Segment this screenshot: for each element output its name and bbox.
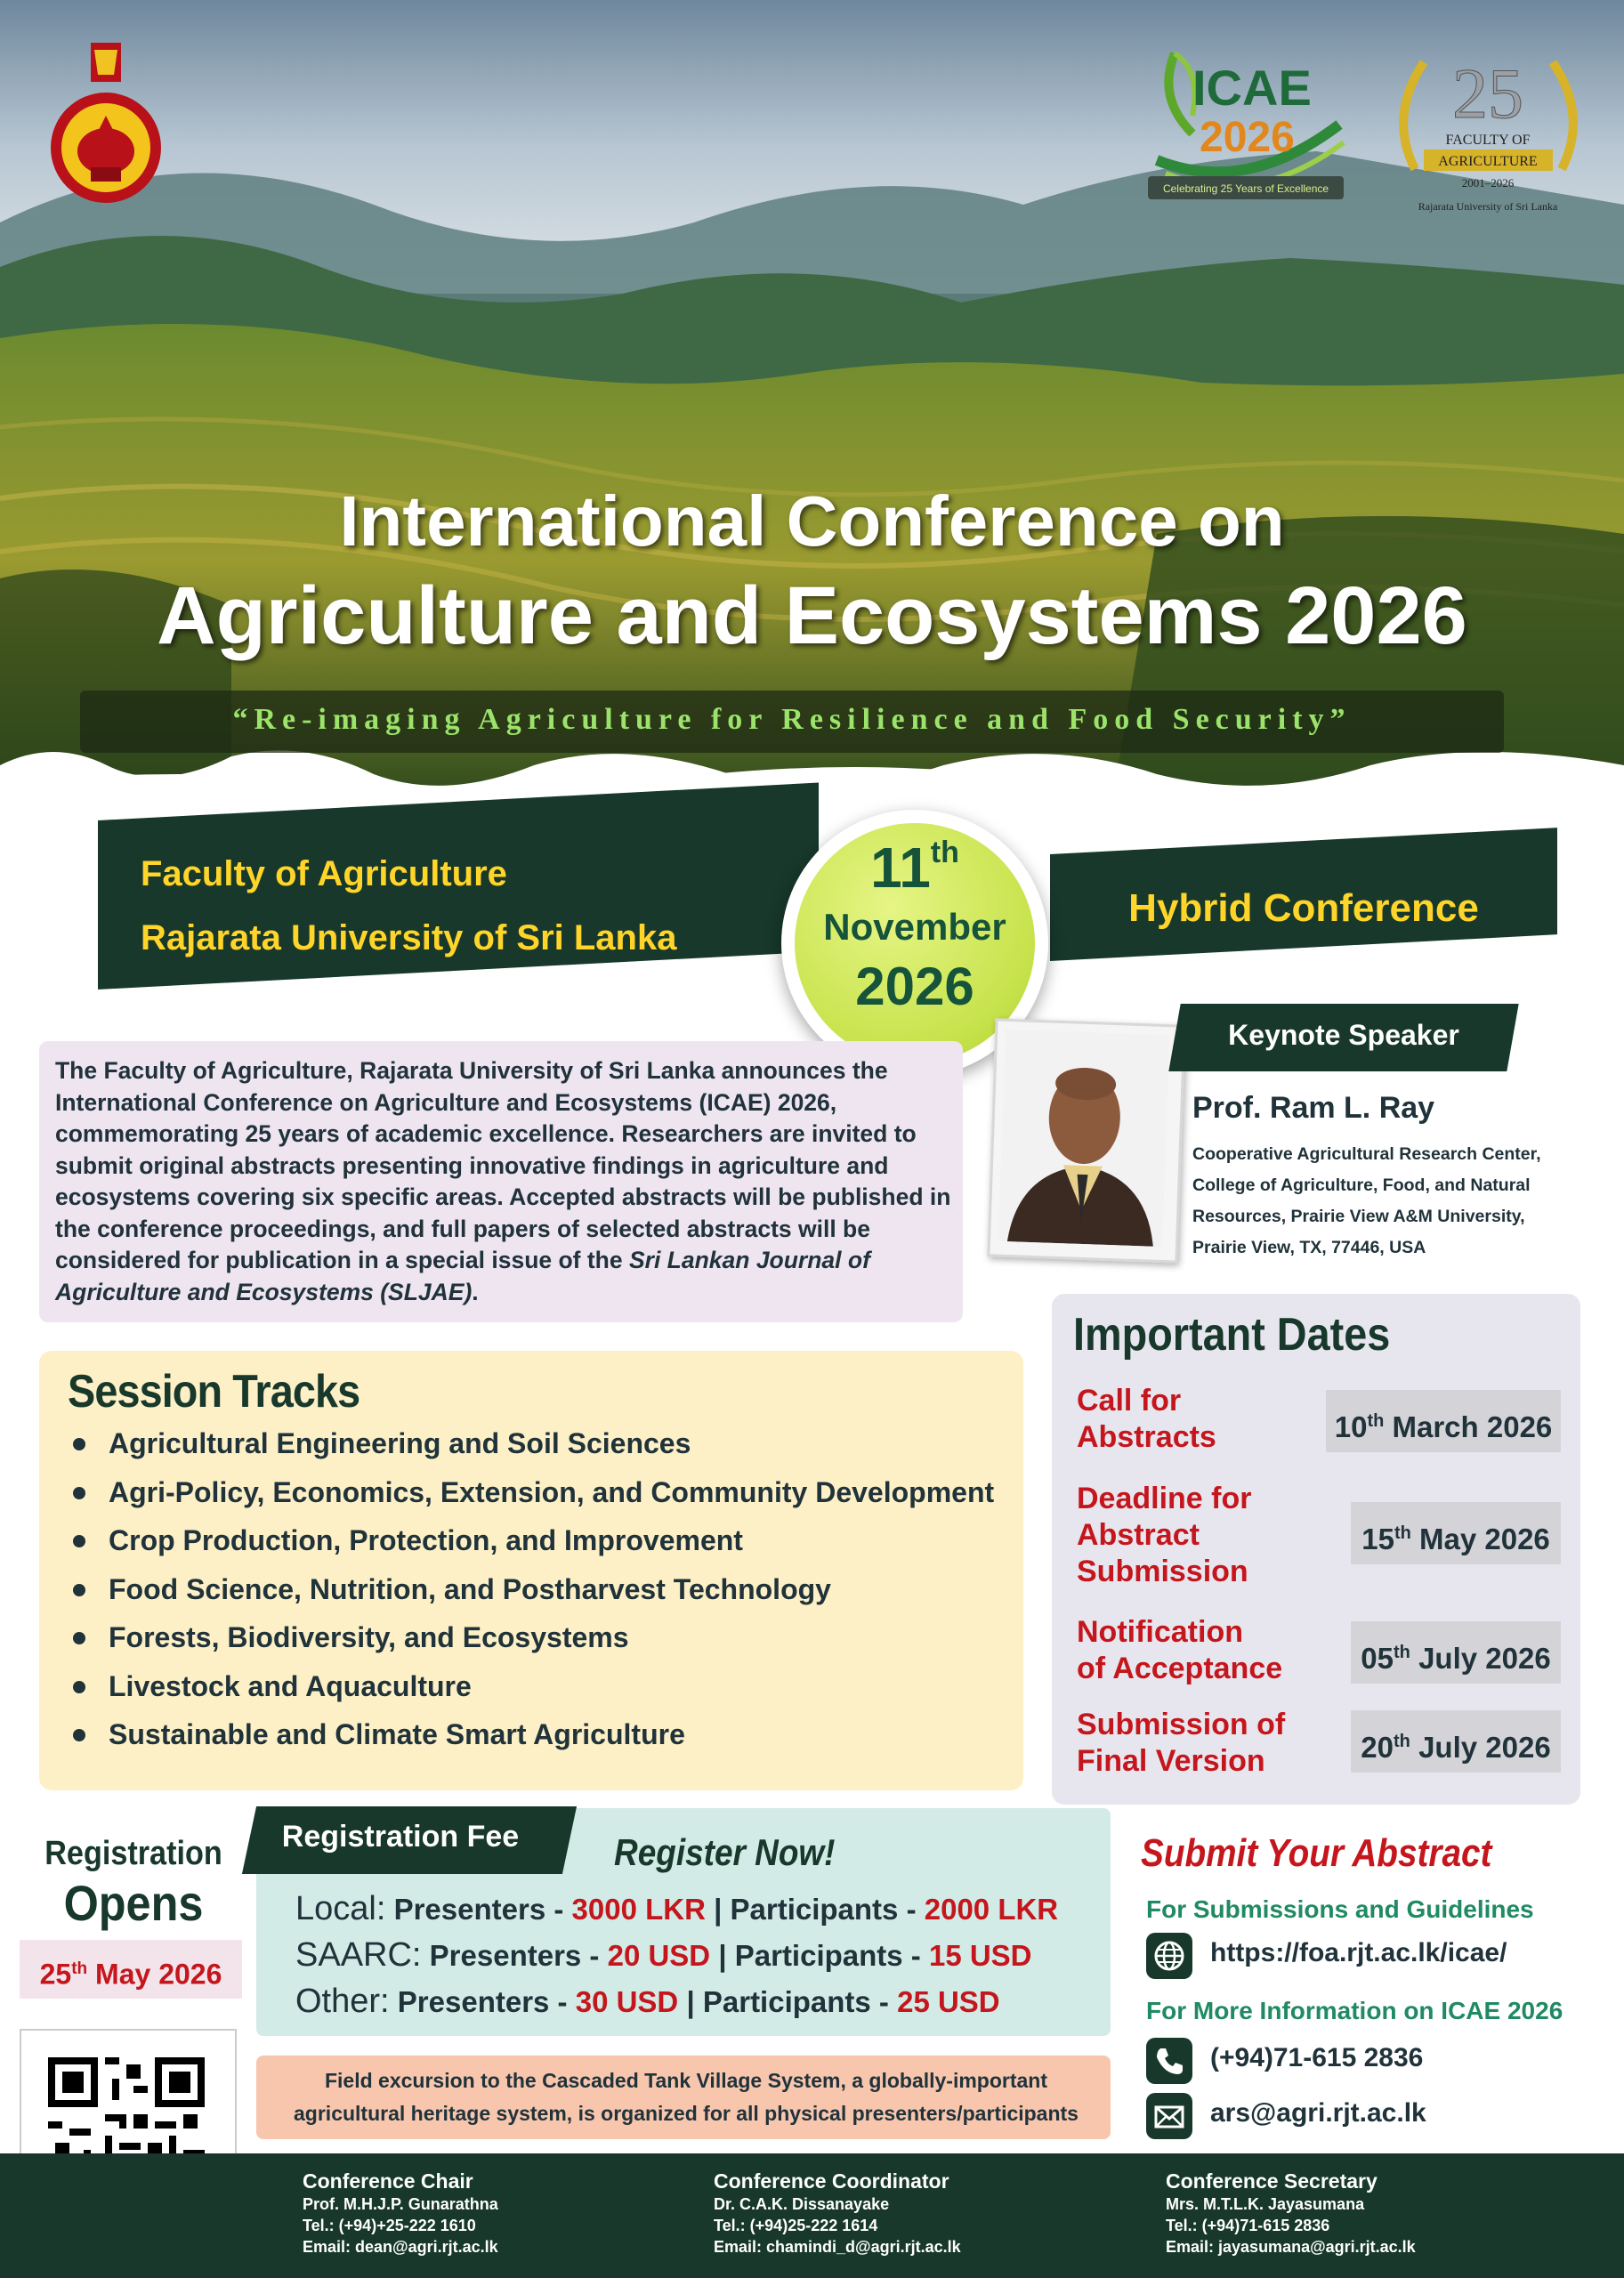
conference-mode: Hybrid Conference — [1128, 886, 1479, 930]
fee-region: SAARC: — [295, 1936, 422, 1974]
keynote-photo — [998, 1030, 1169, 1247]
fee-presenters: 20 USD — [607, 1939, 711, 1972]
fee-participants-label: Participants - — [702, 1985, 898, 2018]
date-label-notification — [1077, 1614, 1282, 1687]
track-label: Agricultural Engineering and Soil Sciences — [109, 1427, 691, 1459]
footer-secretary — [1166, 2169, 1416, 2258]
session-tracks-title: Session Tracks — [68, 1366, 360, 1418]
bullet-icon — [73, 1632, 85, 1644]
track-item — [68, 1621, 1020, 1670]
bullet-icon — [73, 1535, 85, 1547]
track-item — [68, 1670, 1020, 1719]
submission-url[interactable]: https://foa.rjt.ac.lk/icae/ — [1210, 1938, 1507, 1967]
date-value-rest: July 2026 — [1410, 1731, 1551, 1764]
fee-presenters-label: Presenters - — [389, 1985, 576, 2018]
landscape-image — [0, 0, 1624, 801]
bullet-icon — [73, 1681, 85, 1693]
session-tracks-list — [68, 1427, 1020, 1767]
footer-heading: Conference Secretary — [1166, 2169, 1378, 2193]
footer-email[interactable]: Email: jayasumana@agri.rjt.ac.lk — [1166, 2238, 1416, 2256]
date-label-line: Call for — [1077, 1384, 1182, 1418]
date-value-rest: July 2026 — [1410, 1642, 1551, 1675]
date-label-line: Abstract — [1077, 1518, 1200, 1552]
contact-phone[interactable]: (+94)71-615 2836 — [1210, 2043, 1424, 2072]
track-label: Food Science, Nutrition, and Postharvest Technology — [109, 1572, 831, 1605]
date-value-call — [1326, 1390, 1561, 1452]
date-value-rest: May 2026 — [1410, 1523, 1550, 1555]
track-item — [68, 1718, 1020, 1767]
icae-name: ICAE — [1192, 60, 1312, 116]
keynote-aff-line: Cooperative Agricultural Research Center, — [1192, 1144, 1541, 1164]
footer-tel: Tel.: (+94)+25-222 1610 — [303, 2217, 476, 2234]
more-info-label: For More Information on ICAE 2026 — [1146, 1997, 1563, 2024]
fee-row-local — [295, 1890, 1058, 1928]
important-dates-title: Important Dates — [1073, 1309, 1391, 1361]
keynote-aff-line: Prairie View, TX, 77446, USA — [1192, 1238, 1426, 1257]
footer-heading: Conference Coordinator — [714, 2169, 949, 2193]
reg-date-rest: May 2026 — [87, 1958, 222, 1991]
date-label-line: Final Version — [1077, 1744, 1265, 1778]
date-label-line: Notification — [1077, 1615, 1243, 1649]
journal-name: Sri Lankan Journal of Agriculture and Ecosystems (SLJAE) — [55, 1247, 870, 1305]
date-value-sup: th — [1367, 1411, 1385, 1431]
fee-separator: | — [710, 1939, 735, 1972]
faculty-uni: Rajarata University of Sri Lanka — [1418, 200, 1558, 213]
track-label: Sustainable and Climate Smart Agriculture — [109, 1718, 685, 1750]
track-item — [68, 1573, 1020, 1622]
organizer-line2: Rajarata University of Sri Lanka — [141, 918, 677, 957]
organizer-line1: Faculty of Agriculture — [141, 854, 507, 893]
footer-tel: Tel.: (+94)71-615 2836 — [1166, 2217, 1330, 2234]
keynote-aff-line: College of Agriculture, Food, and Natural — [1192, 1175, 1531, 1195]
fee-row-other — [295, 1983, 1000, 2021]
date-value-deadline — [1351, 1502, 1561, 1564]
fee-row-saarc — [295, 1936, 1032, 1975]
footer-heading: Conference Chair — [303, 2169, 473, 2193]
date-value-sup: th — [1394, 1643, 1410, 1662]
date-value-day: 15 — [1361, 1523, 1394, 1555]
intro-text — [55, 1055, 954, 1308]
date-day — [795, 835, 1035, 901]
faculty-l1: FACULTY OF — [1445, 133, 1531, 148]
register-now-link[interactable]: Register Now! — [614, 1831, 836, 1873]
date-value-sup: th — [1394, 1523, 1411, 1543]
faculty-anniversary-logo — [1388, 36, 1588, 222]
footer-email[interactable]: Email: chamindi_d@agri.rjt.ac.lk — [714, 2238, 961, 2256]
fee-region: Local: — [295, 1890, 386, 1927]
bullet-icon — [73, 1584, 85, 1596]
keynote-name: Prof. Ram L. Ray — [1192, 1091, 1435, 1125]
conference-theme: “Re-imaging Agriculture for Resilience and Food Security” — [232, 703, 1352, 736]
fee-separator: | — [705, 1893, 731, 1926]
submission-guidelines-label: For Submissions and Guidelines — [1146, 1895, 1534, 1923]
footer-coordinator — [714, 2169, 961, 2258]
hero-banner — [0, 0, 1624, 801]
date-value-day: 10 — [1334, 1410, 1368, 1443]
icae-logo — [1139, 27, 1353, 218]
track-label: Livestock and Aquaculture — [109, 1669, 472, 1702]
registration-open-date — [20, 1940, 242, 1999]
bullet-icon — [73, 1487, 85, 1499]
fee-region: Other: — [295, 1983, 390, 2020]
intro-end: . — [472, 1278, 479, 1305]
registration-fee-label: Registration Fee — [281, 1820, 520, 1854]
fee-participants: 15 USD — [928, 1939, 1032, 1972]
icae-year: 2026 — [1200, 114, 1295, 161]
conference-title-line1: International Conference on — [339, 481, 1285, 561]
fee-participants: 25 USD — [897, 1985, 1000, 2018]
conference-title-line2: Agriculture and Ecosystems 2026 — [157, 570, 1467, 661]
fee-presenters: 3000 LKR — [571, 1893, 706, 1926]
fee-separator: | — [678, 1985, 703, 2018]
fee-participants-label: Participants - — [730, 1893, 925, 1926]
bullet-icon — [73, 1729, 85, 1741]
date-label-line: Abstracts — [1077, 1420, 1216, 1454]
footer-name: Dr. C.A.K. Dissanayake — [714, 2195, 890, 2213]
footer-tel: Tel.: (+94)25-222 1614 — [714, 2217, 878, 2234]
fee-participants-label: Participants - — [734, 1939, 929, 1972]
track-label: Crop Production, Protection, and Improvement — [109, 1524, 743, 1556]
footer-name: Mrs. M.T.L.K. Jayasumana — [1166, 2195, 1365, 2213]
track-item — [68, 1524, 1020, 1573]
footer-email[interactable]: Email: dean@agri.rjt.ac.lk — [303, 2238, 498, 2256]
fee-presenters-label: Presenters - — [385, 1893, 572, 1926]
reg-date-day: 25 — [39, 1958, 72, 1991]
footer-chair — [303, 2169, 498, 2258]
keynote-aff-line: Resources, Prairie View A&M University, — [1192, 1207, 1525, 1226]
date-day-suffix: th — [930, 836, 959, 869]
mail-icon — [1146, 2093, 1192, 2139]
globe-icon — [1146, 1933, 1192, 1979]
faculty-number: 25 — [1452, 55, 1523, 133]
date-label-deadline — [1077, 1481, 1251, 1590]
bullet-icon — [73, 1438, 85, 1450]
reg-date-sup: th — [71, 1959, 88, 1978]
date-day-number: 11 — [870, 836, 931, 900]
track-label: Forests, Biodiversity, and Ecosystems — [109, 1621, 629, 1653]
contact-email[interactable]: ars@agri.rjt.ac.lk — [1210, 2098, 1426, 2128]
date-value-rest: March 2026 — [1384, 1410, 1553, 1443]
date-year: 2026 — [855, 957, 974, 1016]
excursion-note — [272, 2064, 1100, 2130]
date-value-day: 05 — [1361, 1642, 1394, 1675]
university-crest-icon — [46, 43, 166, 206]
keynote-affiliation — [1192, 1139, 1602, 1264]
intro-body: The Faculty of Agriculture, Rajarata University of Sri Lanka announces the International Conference on Agriculture and Ecosystems (ICAE) 2026, commemorating 25 years of academic excellence. Researchers are invited to submit original abstracts presenting innovative findings in agriculture and ecosystems covering six specific areas. Accepted abstracts will be published in the conference proceedings, and full papers of selected abstracts will be considered for publication in a special issue of the — [55, 1057, 951, 1273]
date-value-day: 20 — [1361, 1731, 1394, 1764]
date-month: November — [823, 906, 1006, 948]
track-item — [68, 1427, 1020, 1476]
date-label-line: Submission of — [1077, 1708, 1286, 1741]
excursion-line: agricultural heritage system, is organized for all physical presenters/participants — [294, 2102, 1079, 2125]
faculty-l2: AGRICULTURE — [1438, 154, 1538, 169]
date-label-call — [1077, 1383, 1216, 1456]
date-label-final — [1077, 1707, 1285, 1780]
date-value-final — [1351, 1710, 1561, 1773]
track-label: Agri-Policy, Economics, Extension, and Community Development — [109, 1475, 995, 1508]
date-label-line: Submission — [1077, 1555, 1248, 1588]
date-label-line: Deadline for — [1077, 1482, 1252, 1515]
submit-abstract-title: Submit Your Abstract — [1141, 1831, 1492, 1875]
footer-name: Prof. M.H.J.P. Gunarathna — [303, 2195, 498, 2213]
date-value-sup: th — [1394, 1732, 1410, 1751]
registration-opens: Opens — [63, 1875, 204, 1931]
faculty-years: 2001–2026 — [1461, 176, 1515, 190]
fee-participants: 2000 LKR — [924, 1893, 1059, 1926]
excursion-line: Field excursion to the Cascaded Tank Village System, a globally-important — [324, 2069, 1048, 2092]
keynote-label: Keynote Speaker — [1228, 1019, 1459, 1051]
icae-tagline: Celebrating 25 Years of Excellence — [1162, 182, 1329, 195]
date-value-notification — [1351, 1621, 1561, 1684]
track-item — [68, 1476, 1020, 1525]
date-label-line: of Acceptance — [1077, 1652, 1283, 1685]
registration-label: Registration — [44, 1835, 222, 1872]
phone-icon — [1146, 2038, 1192, 2084]
fee-presenters: 30 USD — [575, 1985, 679, 2018]
fee-presenters-label: Presenters - — [421, 1939, 608, 1972]
